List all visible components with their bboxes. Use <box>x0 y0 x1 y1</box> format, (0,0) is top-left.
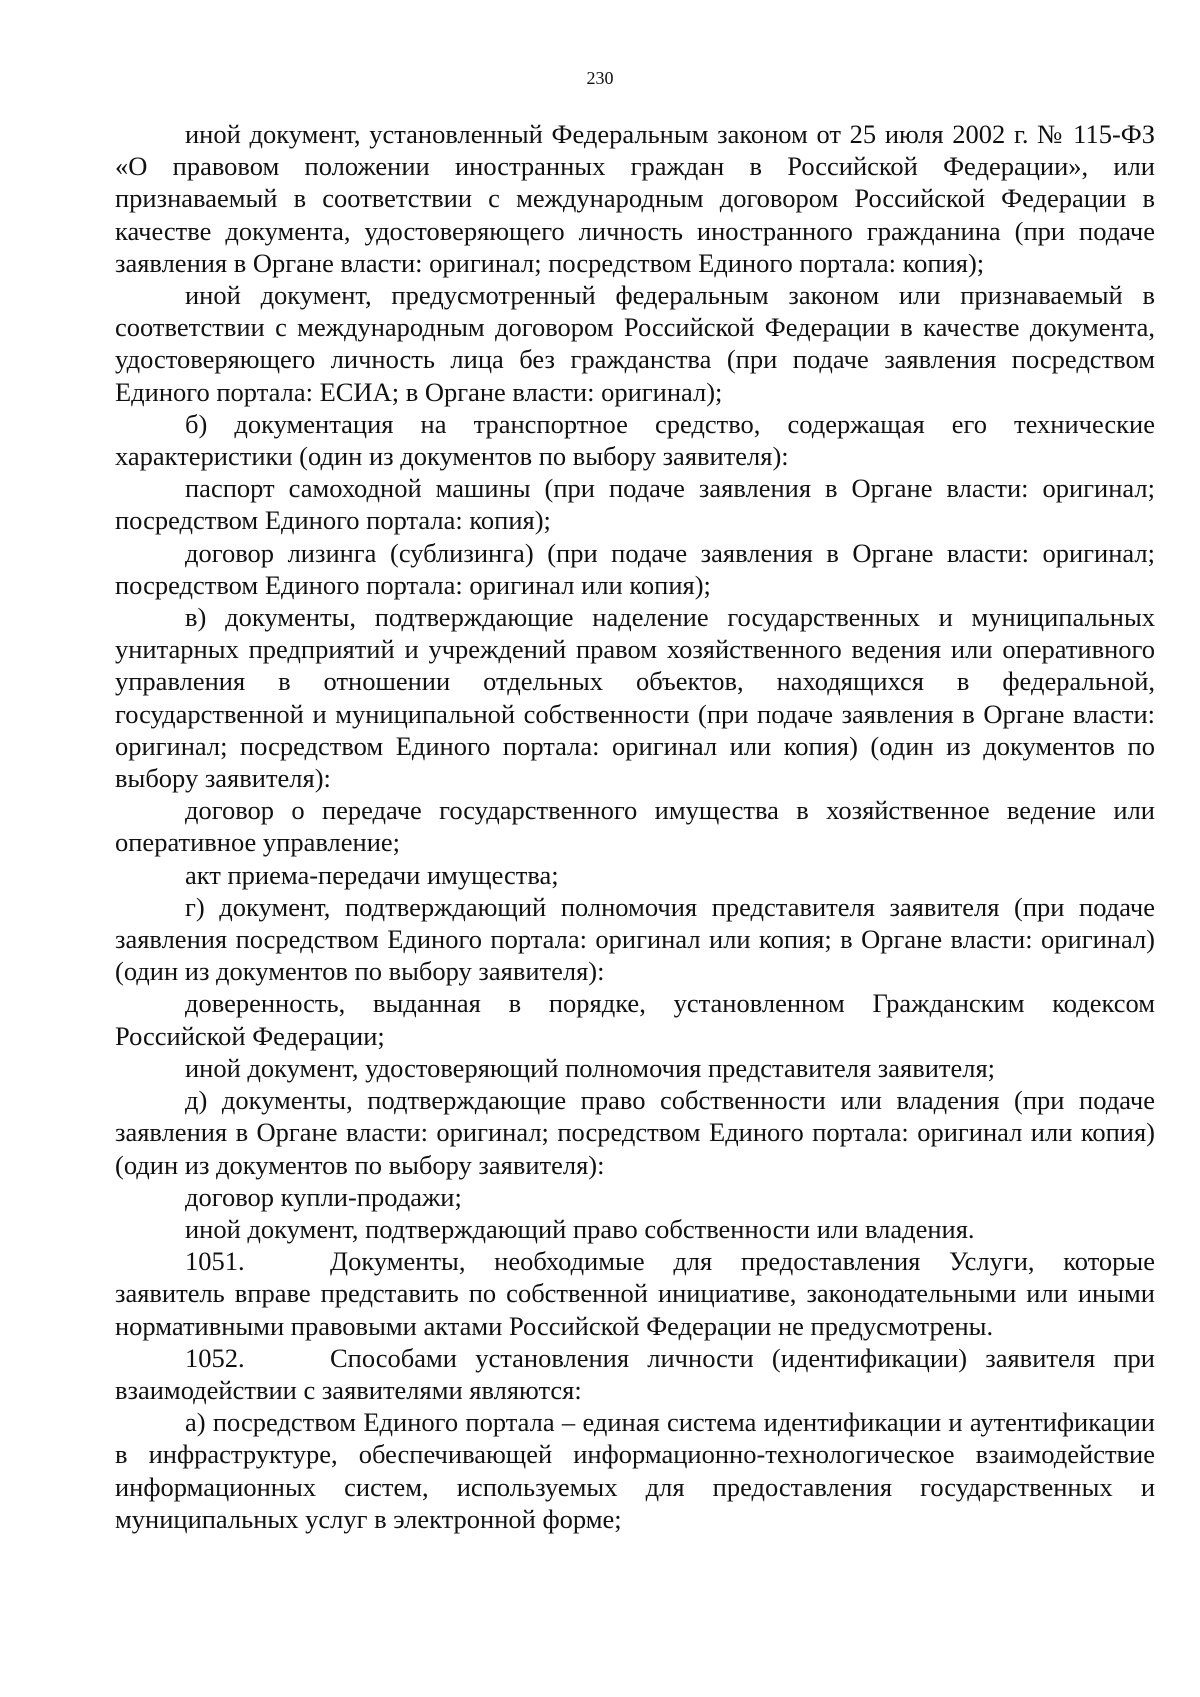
paragraph-acceptance-act: акт приема-передачи имущества; <box>185 859 559 890</box>
paragraph-leasing-agreement: договор лизинга (сублизинга) (при подаче заявления в Органе власти: оригинал; посредством Единого портала: оригинал или копия); <box>115 537 1155 600</box>
paragraph-stateless-person-document: иной документ, предусмотренный федеральным законом или признаваемый в соответствии с международным договором Российской Федерации в качестве документа, удостоверяющего личность лица без гражданства (при подаче заявления посредством Единого портала: ЕСИА; в Органе власти: оригинал); <box>115 280 1155 407</box>
paragraph-property-transfer-agreement: договор о передаче государственного имущества в хозяйственное ведение или оперативное управление; <box>115 795 1155 858</box>
document-body <box>115 118 1155 1535</box>
page-number: 230 <box>586 68 614 88</box>
paragraph-self-propelled-machine-passport: паспорт самоходной машины (при подаче заявления в Органе власти: оригинал; посредством Единого портала: копия); <box>115 473 1155 536</box>
paragraph-other-authority-document: иной документ, удостоверяющий полномочия представителя заявителя; <box>185 1052 996 1083</box>
paragraph-sale-contract: договор купли-продажи; <box>185 1181 462 1212</box>
paragraph-power-of-attorney: доверенность, выданная в порядке, установленном Гражданским кодексом Российской Федерации; <box>115 988 1155 1051</box>
paragraph-other-ownership-document: иной документ, подтверждающий право собственности или владения. <box>185 1213 975 1244</box>
paragraph-vehicle-documentation: б) документация на транспортное средство, содержащая его технические характеристики (один из документов по выбору заявителя): <box>115 408 1155 472</box>
paragraph-foreign-citizen-document: иной документ, установленный Федеральным законом от 25 июля 2002 г. № 115-ФЗ «О правовом положении иностранных граждан в Российской Федерации», или признаваемый в соответствии с международным договором Российской Федерации в качестве документа, удостоверяющего личность иностранного гражданина (при подаче заявления в Органе власти: оригинал; посредством Единого портала: копия); <box>115 119 1155 278</box>
paragraph-identification-via-portal: а) посредством Единого портала – единая система идентификации и аутентификации в инфраструктуре, обеспечивающей информационно-технологическое взаимодействие информационных систем, используемых для предоставления государственных и муниципальных услуг в электронной форме; <box>115 1407 1155 1534</box>
item-number: 1051. <box>185 1246 245 1277</box>
paragraph-economic-management-documents: в) документы, подтверждающие наделение государственных и муниципальных унитарных предприятий и учреждений правом хозяйственного ведения или оперативного управления в отношении отдельных объектов, находящихся в федеральной, государственной и муниципальной собственности (при подаче заявления в Органе власти: оригинал; посредством Единого портала: оригинал или копия) (один из документов по выбору заявителя): <box>115 602 1155 794</box>
paragraph-ownership-documents: д) документы, подтверждающие право собственности или владения (при подаче заявления в Органе власти: оригинал; посредством Единого портала: оригинал или копия) (один из документов по выбору заявителя): <box>115 1085 1155 1180</box>
item-text: Документы, необходимые для предоставления Услуги, которые заявитель вправе представить по собственной инициативе, законодательными или иными нормативными правовыми актами Российской Федерации не предусмотрены. <box>115 1246 1155 1341</box>
numbered-item-1052 <box>115 1342 1155 1406</box>
item-text: Способами установления личности (идентификации) заявителя при взаимодействии с заявителями являются: <box>115 1342 1155 1405</box>
numbered-item-1051 <box>115 1245 1155 1342</box>
item-number: 1052. <box>185 1342 245 1373</box>
paragraph-representative-authority: г) документ, подтверждающий полномочия представителя заявителя (при подаче заявления посредством Единого портала: оригинал или копия; в Органе власти: оригинал) (один из документов по выбору заявителя): <box>115 891 1155 987</box>
